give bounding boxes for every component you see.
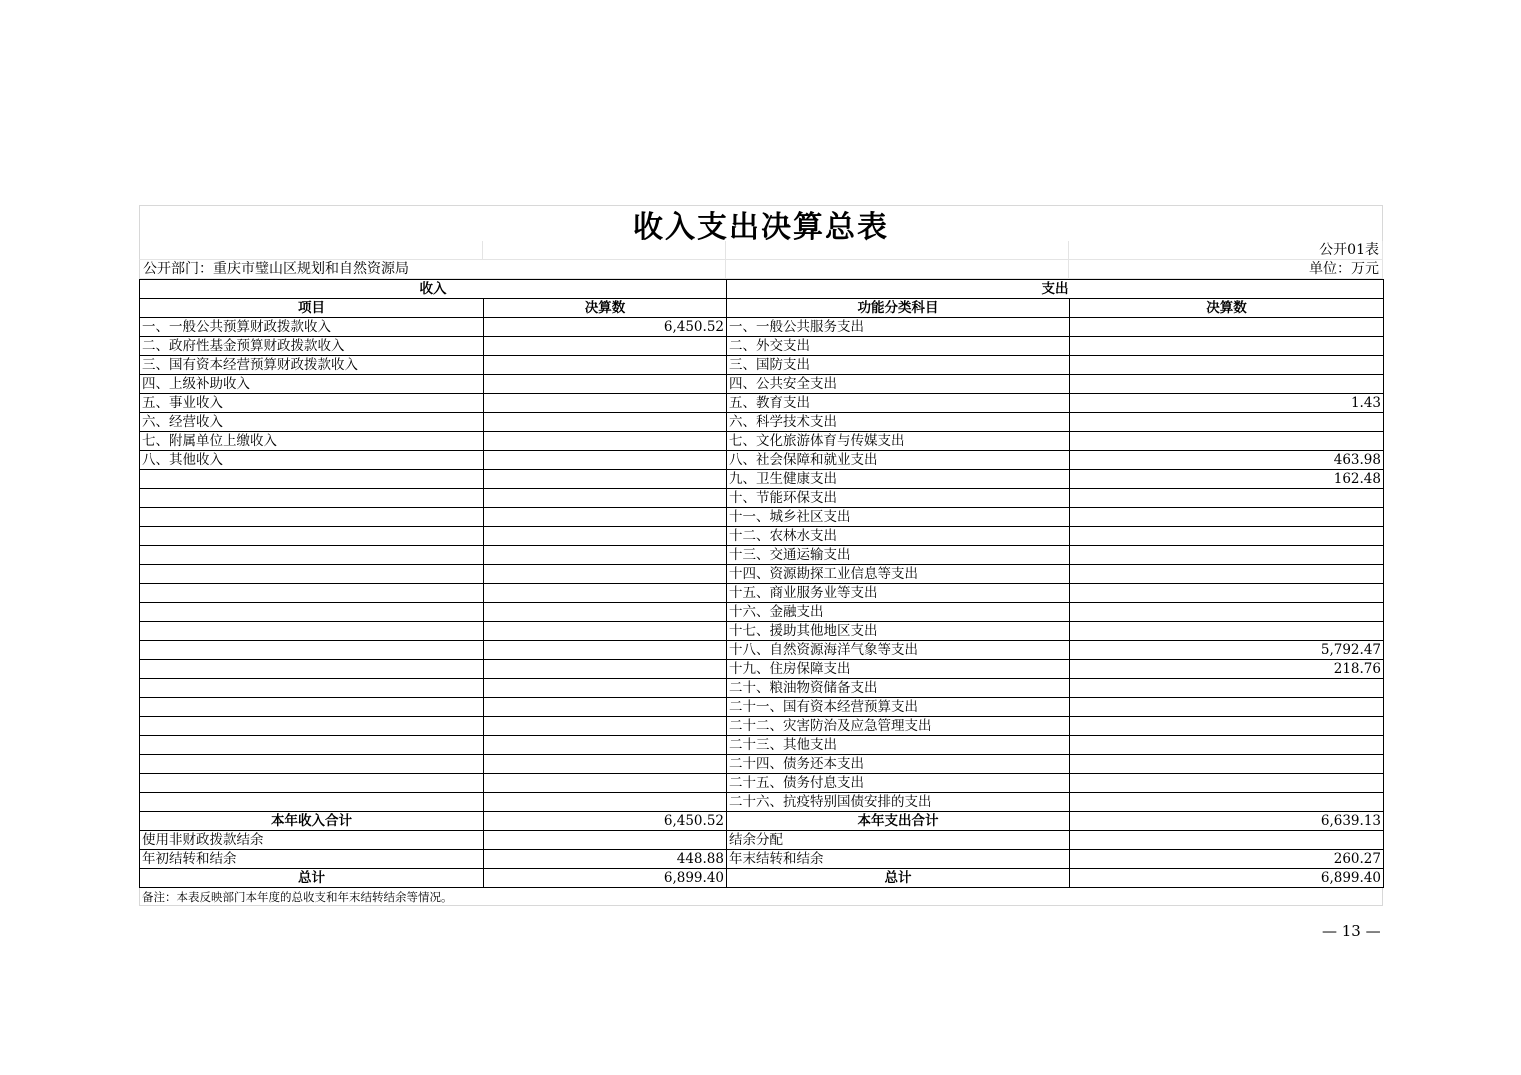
income-amount-cell [484,413,727,432]
table-row [140,717,1384,736]
income-total-label: 本年收入合计 [140,812,484,831]
expense-item-cell: 十九、住房保障支出 [727,660,1070,679]
column-header-function: 功能分类科目 [727,299,1070,318]
expense-amount-cell: 5,792.47 [1070,641,1384,660]
table-row [140,755,1384,774]
table-row [140,337,1384,356]
table-row [140,793,1384,812]
expense-amount-cell [1070,622,1384,641]
expense-amount-cell: 162.48 [1070,470,1384,489]
table-row [140,394,1384,413]
expense-amount-cell [1070,356,1384,375]
expense-item-cell: 十七、援助其他地区支出 [727,622,1070,641]
income-amount-cell [484,584,727,603]
grand-total-expense: 6,899.40 [1070,869,1384,888]
table-row [140,413,1384,432]
table-row [140,318,1384,337]
expense-item-cell: 八、社会保障和就业支出 [727,451,1070,470]
grand-total-label: 总计 [140,869,484,888]
report-title: 收入支出决算总表 [633,209,889,245]
expense-amount-cell [1070,584,1384,603]
balance-row [140,850,1384,869]
expense-item-cell: 三、国防支出 [727,356,1070,375]
balance-amount-cell: 448.88 [484,850,727,869]
balance-func-cell: 年末结转和结余 [727,850,1070,869]
meta-cell [726,241,1069,260]
report-sheet [139,205,1383,906]
income-amount-cell [484,489,727,508]
income-amount-cell [484,793,727,812]
expense-item-cell: 二十五、债务付息支出 [727,774,1070,793]
balance-item-cell: 使用非财政拨款结余 [140,831,484,850]
income-item-cell [140,641,484,660]
expense-item-cell: 五、教育支出 [727,394,1070,413]
income-item-cell: 四、上级补助收入 [140,375,484,394]
income-item-cell [140,584,484,603]
group-header-row [140,280,1384,299]
table-row [140,603,1384,622]
income-item-cell [140,470,484,489]
income-item-cell [140,508,484,527]
expense-amount-cell [1070,508,1384,527]
page-number: — 13 — [1322,922,1381,940]
income-item-cell [140,603,484,622]
meta-cell [139,241,483,260]
expense-item-cell: 二十、粮油物资储备支出 [727,679,1070,698]
income-item-cell [140,755,484,774]
income-amount-cell [484,774,727,793]
income-amount-cell [484,337,727,356]
expense-item-cell: 十六、金融支出 [727,603,1070,622]
expense-amount-cell [1070,527,1384,546]
expense-total-label: 本年支出合计 [727,812,1070,831]
expense-item-cell: 二十三、其他支出 [727,736,1070,755]
income-amount-cell [484,717,727,736]
title-row [139,205,1383,245]
income-amount-cell [484,660,727,679]
balance-item-cell: 年初结转和结余 [140,850,484,869]
balance-amount-cell [484,831,727,850]
expense-amount-cell [1070,432,1384,451]
expense-amount-cell [1070,546,1384,565]
income-item-cell [140,679,484,698]
expense-item-cell: 十三、交通运输支出 [727,546,1070,565]
income-amount-cell [484,546,727,565]
income-amount-cell [484,432,727,451]
income-item-cell [140,527,484,546]
income-item-cell: 二、政府性基金预算财政拨款收入 [140,337,484,356]
balance-row [140,831,1384,850]
expense-item-cell: 九、卫生健康支出 [727,470,1070,489]
income-item-cell [140,565,484,584]
income-amount-cell: 6,450.52 [484,318,727,337]
expense-amount-cell [1070,603,1384,622]
table-row [140,432,1384,451]
column-header-item: 项目 [140,299,484,318]
table-row [140,565,1384,584]
income-amount-cell [484,622,727,641]
grand-total-label-expense: 总计 [727,869,1070,888]
income-amount-cell [484,470,727,489]
income-amount-cell [484,565,727,584]
income-amount-cell [484,451,727,470]
expense-item-cell: 十五、商业服务业等支出 [727,584,1070,603]
balance-func-cell: 结余分配 [727,831,1070,850]
table-row [140,679,1384,698]
expense-item-cell: 一、一般公共服务支出 [727,318,1070,337]
expense-amount-cell [1070,698,1384,717]
expense-amount-cell [1070,755,1384,774]
expense-item-cell: 六、科学技术支出 [727,413,1070,432]
balance-amount2-cell [1070,831,1384,850]
income-total-value: 6,450.52 [484,812,727,831]
income-group-header: 收入 [140,280,727,299]
meta-cell [483,241,726,260]
income-amount-cell [484,356,727,375]
expense-total-value: 6,639.13 [1070,812,1384,831]
income-amount-cell [484,641,727,660]
expense-amount-cell [1070,679,1384,698]
expense-amount-cell [1070,413,1384,432]
column-header-amount2: 决算数 [1070,299,1384,318]
income-item-cell: 八、其他收入 [140,451,484,470]
income-amount-cell [484,508,727,527]
meta-row-form-code [139,241,1383,260]
expense-item-cell: 十、节能环保支出 [727,489,1070,508]
meta-cell [483,260,726,279]
income-item-cell: 七、附属单位上缴收入 [140,432,484,451]
table-row [140,508,1384,527]
expense-amount-cell [1070,337,1384,356]
table-row [140,736,1384,755]
table-row [140,622,1384,641]
expense-item-cell: 二十一、国有资本经营预算支出 [727,698,1070,717]
form-code: 公开01表 [1069,241,1383,260]
expense-item-cell: 二十四、债务还本支出 [727,755,1070,774]
expense-item-cell: 四、公共安全支出 [727,375,1070,394]
table-row [140,489,1384,508]
table-row [140,451,1384,470]
totals-row [140,812,1384,831]
department-label: 公开部门：重庆市璧山区规划和自然资源局 [139,260,483,279]
expense-amount-cell: 463.98 [1070,451,1384,470]
meta-row-department [139,260,1383,279]
expense-amount-cell [1070,736,1384,755]
expense-group-header: 支出 [727,280,1384,299]
expense-amount-cell [1070,565,1384,584]
income-item-cell [140,793,484,812]
income-item-cell: 一、一般公共预算财政拨款收入 [140,318,484,337]
table-row [140,375,1384,394]
income-amount-cell [484,394,727,413]
income-item-cell [140,736,484,755]
meta-cell [726,260,1069,279]
expense-item-cell: 十四、资源勘探工业信息等支出 [727,565,1070,584]
expense-item-cell: 十二、农林水支出 [727,527,1070,546]
expense-amount-cell [1070,793,1384,812]
expense-amount-cell [1070,318,1384,337]
grand-total-row [140,869,1384,888]
income-item-cell [140,660,484,679]
expense-item-cell: 七、文化旅游体育与传媒支出 [727,432,1070,451]
expense-amount-cell [1070,489,1384,508]
expense-item-cell: 二十六、抗疫特别国债安排的支出 [727,793,1070,812]
expense-item-cell: 十一、城乡社区支出 [727,508,1070,527]
expense-amount-cell: 218.76 [1070,660,1384,679]
table-row [140,641,1384,660]
expense-amount-cell [1070,375,1384,394]
income-amount-cell [484,375,727,394]
expense-item-cell: 十八、自然资源海洋气象等支出 [727,641,1070,660]
table-row [140,774,1384,793]
income-item-cell: 六、经营收入 [140,413,484,432]
table-row [140,584,1384,603]
income-item-cell [140,622,484,641]
table-row [140,546,1384,565]
expense-amount-cell: 1.43 [1070,394,1384,413]
table-row [140,698,1384,717]
income-item-cell [140,698,484,717]
income-item-cell [140,489,484,508]
expense-item-cell: 二十二、灾害防治及应急管理支出 [727,717,1070,736]
income-amount-cell [484,736,727,755]
footnote: 备注：本表反映部门本年度的总收支和年末结转结余等情况。 [139,888,1383,906]
summary-table [139,279,1384,888]
income-item-cell: 三、国有资本经营预算财政拨款收入 [140,356,484,375]
expense-amount-cell [1070,717,1384,736]
column-header-amount: 决算数 [484,299,727,318]
unit-label: 单位：万元 [1069,260,1383,279]
table-row [140,356,1384,375]
column-header-row [140,299,1384,318]
table-row [140,470,1384,489]
income-amount-cell [484,679,727,698]
income-amount-cell [484,527,727,546]
balance-amount2-cell: 260.27 [1070,850,1384,869]
table-row [140,527,1384,546]
expense-amount-cell [1070,774,1384,793]
expense-item-cell: 二、外交支出 [727,337,1070,356]
income-amount-cell [484,698,727,717]
income-amount-cell [484,755,727,774]
income-item-cell: 五、事业收入 [140,394,484,413]
grand-total-income: 6,899.40 [484,869,727,888]
income-item-cell [140,774,484,793]
income-item-cell [140,717,484,736]
income-amount-cell [484,603,727,622]
table-row [140,660,1384,679]
income-item-cell [140,546,484,565]
